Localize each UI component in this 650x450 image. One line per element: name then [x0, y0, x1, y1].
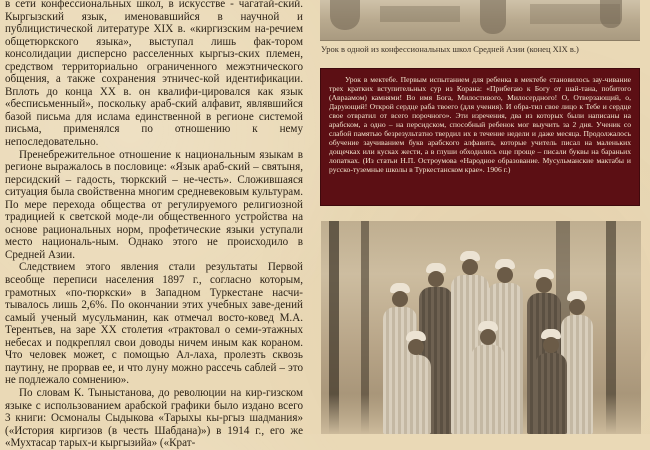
- paragraph-1: в сети конфессиональных школ, в искусстве - чагатай-ский. Кыргызский язык, именовавшийся в научной и публицистической литературе XIX в. «киргизским на-речием общетюркского языка», выступал лишь фак-тором консолидации дисперсно расселенных кыргыз-ских племен, средством территориально ограниченного межэтнического общения, а также сохранения этничес-кой идентификации. Вплоть до конца XX в. он квалифи-цировался как язык «бесписьменный», поскольку араб-ский алфавит, являвшийся базой письма для ислама единственной в регионе системой письма, применялся по отношению к нему непоследовательно.: [5, 0, 303, 149]
- group-of-students-photo: [321, 221, 641, 434]
- main-text-column: [5, 0, 303, 450]
- photo-caption: Урок в одной из конфессиональных школ Средней Азии (конец XIX в.): [321, 44, 579, 54]
- paragraph-2: Пренебрежительное отношение к национальным языкам в регионе выражалось в пословице: «Язык араб-ский – святыня, персидский – гадость, тюркский – не-честь». Сложившаяся ситуация была свойственна многим средневековым культурам. По мере перехода общества от регулируемого религиозной традицией к светской моде-ли общественного устройства на основе рациональных норм, профетические языки уступали место националь-ным. Однако этого не происходило в Средней Азии.: [5, 148, 303, 261]
- school-lesson-photo: [320, 0, 640, 41]
- paragraph-4: По словам К. Тыныстанова, до революции на кир-гизском языке с использованием арабской графики было издано всего 3 книги: Осмоналы Сыдыкова «Тарыхы кы-ргыз шадмания» («История киргизов (в честь Шабдана)») в 1914 г., его же «Мухтасар тарых-и кыргызийа» («Крат-: [5, 386, 303, 450]
- quote-box: [320, 68, 640, 206]
- paragraph-3: Следствием этого явления стали результаты Первой всеобще переписи населения 1897 г., согласно которым, грамотных «по-тюркски» в Западном Туркестане насчи-тывалось лишь 2,6%. По окончании этих учебных заве-дений самый ученый мусульманин, как отмечал восто-ковед М.А. Терентьев, на заре XX столетия «трактовал о семи-этажных небесах и подкреплял свои доводы ничем иным как кораном. Что человек может, с помощью Ал-лаха, пролезть сквозь паутину, не прорвав ее, и что луну можно рассечь саблей – это не подлежало сомнению».: [5, 261, 303, 387]
- quote-text: Урок в мектебе. Первым испытанием для ребенка в мектебе становилось зау-чивание трех кратких вступительных сур из Корана: «Прибегаю к Богу от шай-тана, побитого (Авраамом) камнями! Во имя Бога, Милостивого, Милосердного! О, Отверзающий, о, Дарующий! Открой сердце раба твоего (для учения). И обра-тил свое лицо к Тебе и сердце свое отвратил от всего порочного». Эти изречения, два из которых были написаны на арабском, а одно – на персидском, способный ребенок мог выучить за 2 дня. Ученик со слабой памятью безрезультатно твердил их в течение недели и даже месяца. Продолжалось обучение заучиванием букв арабского алфавита, которые учитель писал на маленьких дощечках или кусках жести, а в глуши обходились еще проще – писали буквы на бараньих лопатках. (Из статьи Н.П. Остроумова «Народное образование. Мусульманские мактабы и русско-туземные школы в Туркестанском крае». 1906 г.): [329, 75, 631, 175]
